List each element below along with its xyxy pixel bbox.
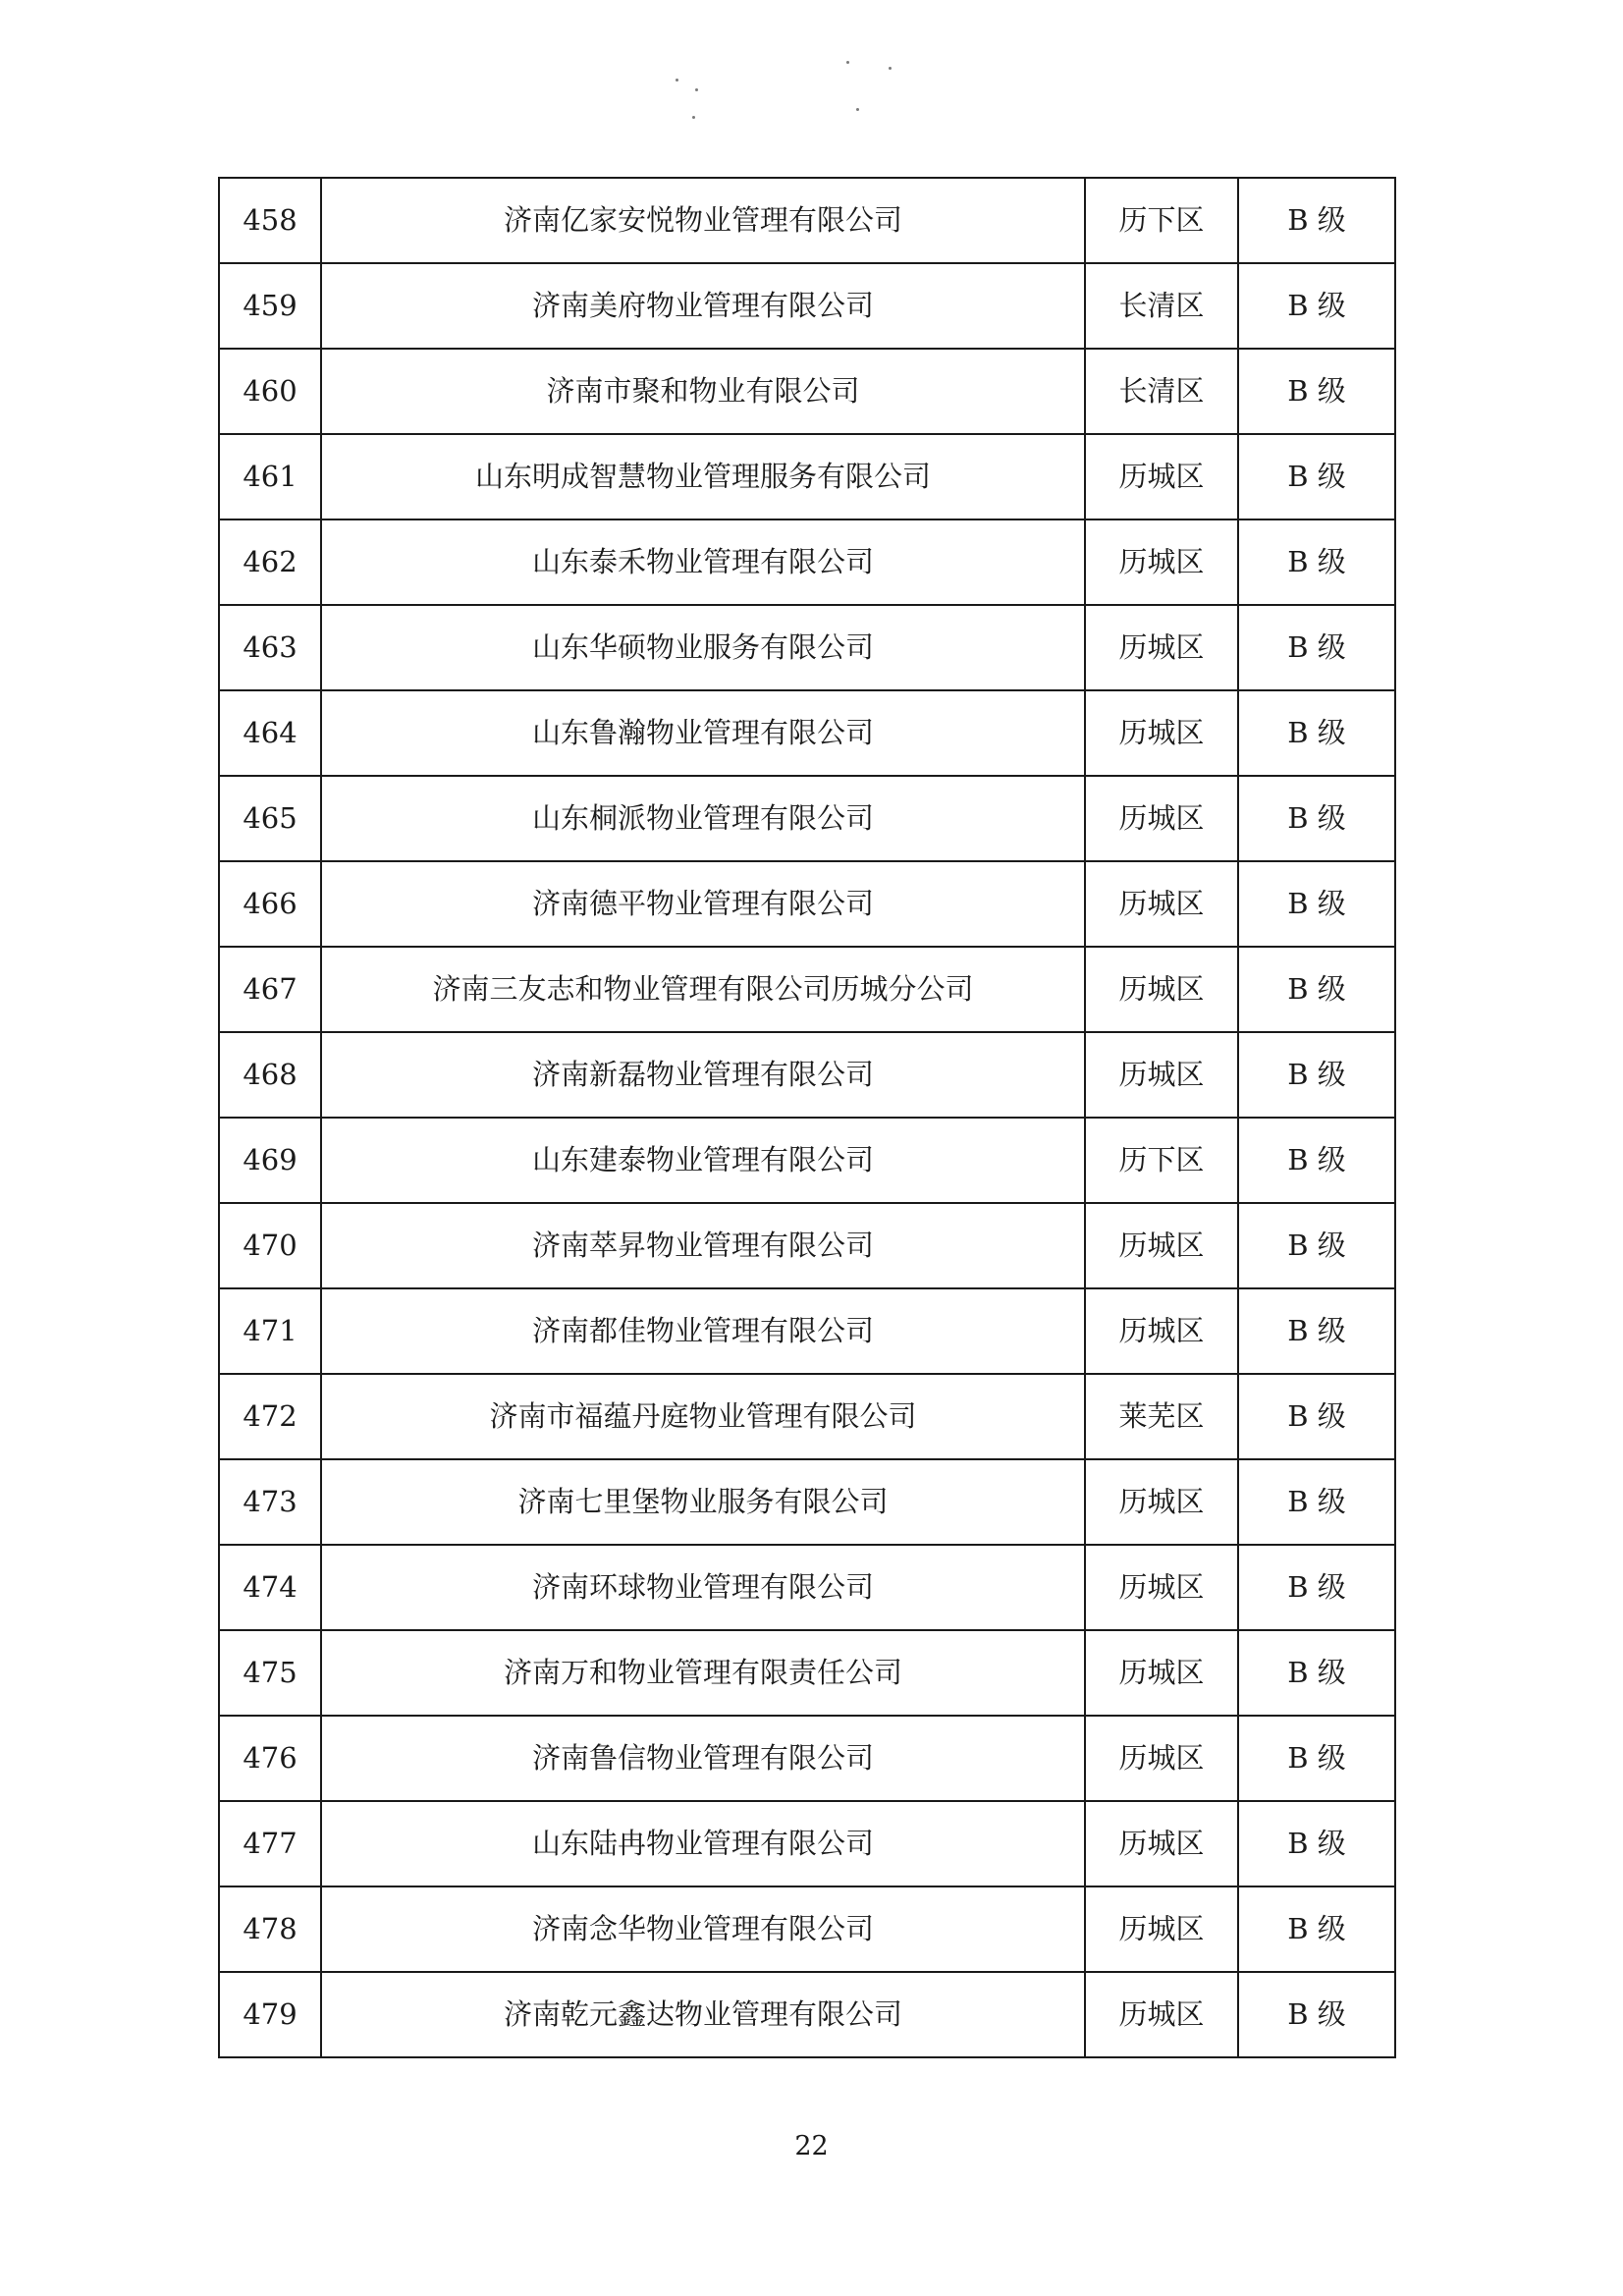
table-row xyxy=(219,1716,1395,1801)
table-row xyxy=(219,690,1395,776)
table-row xyxy=(219,1459,1395,1545)
row-number-cell: 467 xyxy=(219,947,321,1032)
grade-cell: B 级 xyxy=(1238,519,1395,605)
table-row xyxy=(219,434,1395,519)
company-name-cell: 济南市聚和物业有限公司 xyxy=(321,349,1085,434)
grade-cell: B 级 xyxy=(1238,1459,1395,1545)
row-number-cell: 461 xyxy=(219,434,321,519)
company-name-cell: 山东建泰物业管理有限公司 xyxy=(321,1118,1085,1203)
row-number-cell: 458 xyxy=(219,178,321,263)
grade-cell: B 级 xyxy=(1238,1288,1395,1374)
company-name-cell: 山东华硕物业服务有限公司 xyxy=(321,605,1085,690)
row-number-cell: 463 xyxy=(219,605,321,690)
company-name-cell: 济南鲁信物业管理有限公司 xyxy=(321,1716,1085,1801)
district-cell: 历城区 xyxy=(1085,1972,1238,2057)
table-row xyxy=(219,1545,1395,1630)
table-body xyxy=(219,178,1395,2057)
grade-cell: B 级 xyxy=(1238,1972,1395,2057)
grade-cell: B 级 xyxy=(1238,776,1395,861)
company-name-cell: 济南七里堡物业服务有限公司 xyxy=(321,1459,1085,1545)
row-number-cell: 479 xyxy=(219,1972,321,2057)
table-row xyxy=(219,1032,1395,1118)
scan-speck xyxy=(692,116,695,119)
table-row xyxy=(219,1118,1395,1203)
district-cell: 历城区 xyxy=(1085,1545,1238,1630)
grade-cell: B 级 xyxy=(1238,1630,1395,1716)
district-cell: 历城区 xyxy=(1085,1288,1238,1374)
grade-cell: B 级 xyxy=(1238,605,1395,690)
row-number-cell: 459 xyxy=(219,263,321,349)
row-number-cell: 470 xyxy=(219,1203,321,1288)
district-cell: 历城区 xyxy=(1085,434,1238,519)
company-name-cell: 山东陆冉物业管理有限公司 xyxy=(321,1801,1085,1886)
grade-cell: B 级 xyxy=(1238,1118,1395,1203)
row-number-cell: 475 xyxy=(219,1630,321,1716)
scan-speck xyxy=(676,79,678,82)
row-number-cell: 473 xyxy=(219,1459,321,1545)
grade-cell: B 级 xyxy=(1238,1886,1395,1972)
table-row xyxy=(219,1288,1395,1374)
table-row xyxy=(219,947,1395,1032)
row-number-cell: 464 xyxy=(219,690,321,776)
grade-cell: B 级 xyxy=(1238,1801,1395,1886)
grade-cell: B 级 xyxy=(1238,349,1395,434)
row-number-cell: 468 xyxy=(219,1032,321,1118)
row-number-cell: 466 xyxy=(219,861,321,947)
row-number-cell: 465 xyxy=(219,776,321,861)
district-cell: 历城区 xyxy=(1085,776,1238,861)
table-row xyxy=(219,1886,1395,1972)
district-cell: 历下区 xyxy=(1085,178,1238,263)
company-name-cell: 山东桐派物业管理有限公司 xyxy=(321,776,1085,861)
row-number-cell: 478 xyxy=(219,1886,321,1972)
table-row xyxy=(219,861,1395,947)
company-name-cell: 山东鲁瀚物业管理有限公司 xyxy=(321,690,1085,776)
district-cell: 历城区 xyxy=(1085,1459,1238,1545)
grade-cell: B 级 xyxy=(1238,947,1395,1032)
district-cell: 历城区 xyxy=(1085,1630,1238,1716)
district-cell: 历城区 xyxy=(1085,519,1238,605)
company-name-cell: 济南美府物业管理有限公司 xyxy=(321,263,1085,349)
grade-cell: B 级 xyxy=(1238,861,1395,947)
scan-speck xyxy=(846,61,849,64)
company-name-cell: 济南市福蕴丹庭物业管理有限公司 xyxy=(321,1374,1085,1459)
grade-cell: B 级 xyxy=(1238,1545,1395,1630)
company-name-cell: 山东明成智慧物业管理服务有限公司 xyxy=(321,434,1085,519)
row-number-cell: 462 xyxy=(219,519,321,605)
table-row xyxy=(219,519,1395,605)
row-number-cell: 460 xyxy=(219,349,321,434)
table-row xyxy=(219,1374,1395,1459)
table-row xyxy=(219,263,1395,349)
company-name-cell: 济南亿家安悦物业管理有限公司 xyxy=(321,178,1085,263)
district-cell: 历城区 xyxy=(1085,690,1238,776)
company-name-cell: 济南环球物业管理有限公司 xyxy=(321,1545,1085,1630)
scan-speck xyxy=(695,88,698,91)
row-number-cell: 469 xyxy=(219,1118,321,1203)
grade-cell: B 级 xyxy=(1238,1374,1395,1459)
row-number-cell: 474 xyxy=(219,1545,321,1630)
grade-cell: B 级 xyxy=(1238,434,1395,519)
company-name-cell: 济南念华物业管理有限公司 xyxy=(321,1886,1085,1972)
company-name-cell: 济南德平物业管理有限公司 xyxy=(321,861,1085,947)
table-row xyxy=(219,349,1395,434)
grade-cell: B 级 xyxy=(1238,178,1395,263)
row-number-cell: 476 xyxy=(219,1716,321,1801)
row-number-cell: 477 xyxy=(219,1801,321,1886)
district-cell: 历城区 xyxy=(1085,861,1238,947)
row-number-cell: 471 xyxy=(219,1288,321,1374)
district-cell: 历城区 xyxy=(1085,1716,1238,1801)
table-row xyxy=(219,1630,1395,1716)
company-name-cell: 济南新磊物业管理有限公司 xyxy=(321,1032,1085,1118)
row-number-cell: 472 xyxy=(219,1374,321,1459)
grade-cell: B 级 xyxy=(1238,690,1395,776)
grade-cell: B 级 xyxy=(1238,1203,1395,1288)
district-cell: 历城区 xyxy=(1085,605,1238,690)
district-cell: 长清区 xyxy=(1085,349,1238,434)
scan-speck xyxy=(889,67,892,70)
table-row xyxy=(219,776,1395,861)
scan-speck xyxy=(856,108,859,111)
district-cell: 历城区 xyxy=(1085,1032,1238,1118)
district-cell: 历城区 xyxy=(1085,1203,1238,1288)
company-name-cell: 济南都佳物业管理有限公司 xyxy=(321,1288,1085,1374)
district-cell: 长清区 xyxy=(1085,263,1238,349)
table-row xyxy=(219,178,1395,263)
company-name-cell: 济南乾元鑫达物业管理有限公司 xyxy=(321,1972,1085,2057)
company-name-cell: 济南三友志和物业管理有限公司历城分公司 xyxy=(321,947,1085,1032)
district-cell: 历城区 xyxy=(1085,1801,1238,1886)
district-cell: 历城区 xyxy=(1085,947,1238,1032)
district-cell: 历下区 xyxy=(1085,1118,1238,1203)
company-name-cell: 山东泰禾物业管理有限公司 xyxy=(321,519,1085,605)
district-cell: 历城区 xyxy=(1085,1886,1238,1972)
company-name-cell: 济南萃昇物业管理有限公司 xyxy=(321,1203,1085,1288)
page-number: 22 xyxy=(794,2131,829,2161)
district-cell: 莱芜区 xyxy=(1085,1374,1238,1459)
company-name-cell: 济南万和物业管理有限责任公司 xyxy=(321,1630,1085,1716)
table-row xyxy=(219,1203,1395,1288)
table-row xyxy=(219,605,1395,690)
property-company-grade-table xyxy=(218,177,1396,2058)
table-row xyxy=(219,1801,1395,1886)
grade-cell: B 级 xyxy=(1238,263,1395,349)
grade-cell: B 级 xyxy=(1238,1716,1395,1801)
table-row xyxy=(219,1972,1395,2057)
grade-cell: B 级 xyxy=(1238,1032,1395,1118)
